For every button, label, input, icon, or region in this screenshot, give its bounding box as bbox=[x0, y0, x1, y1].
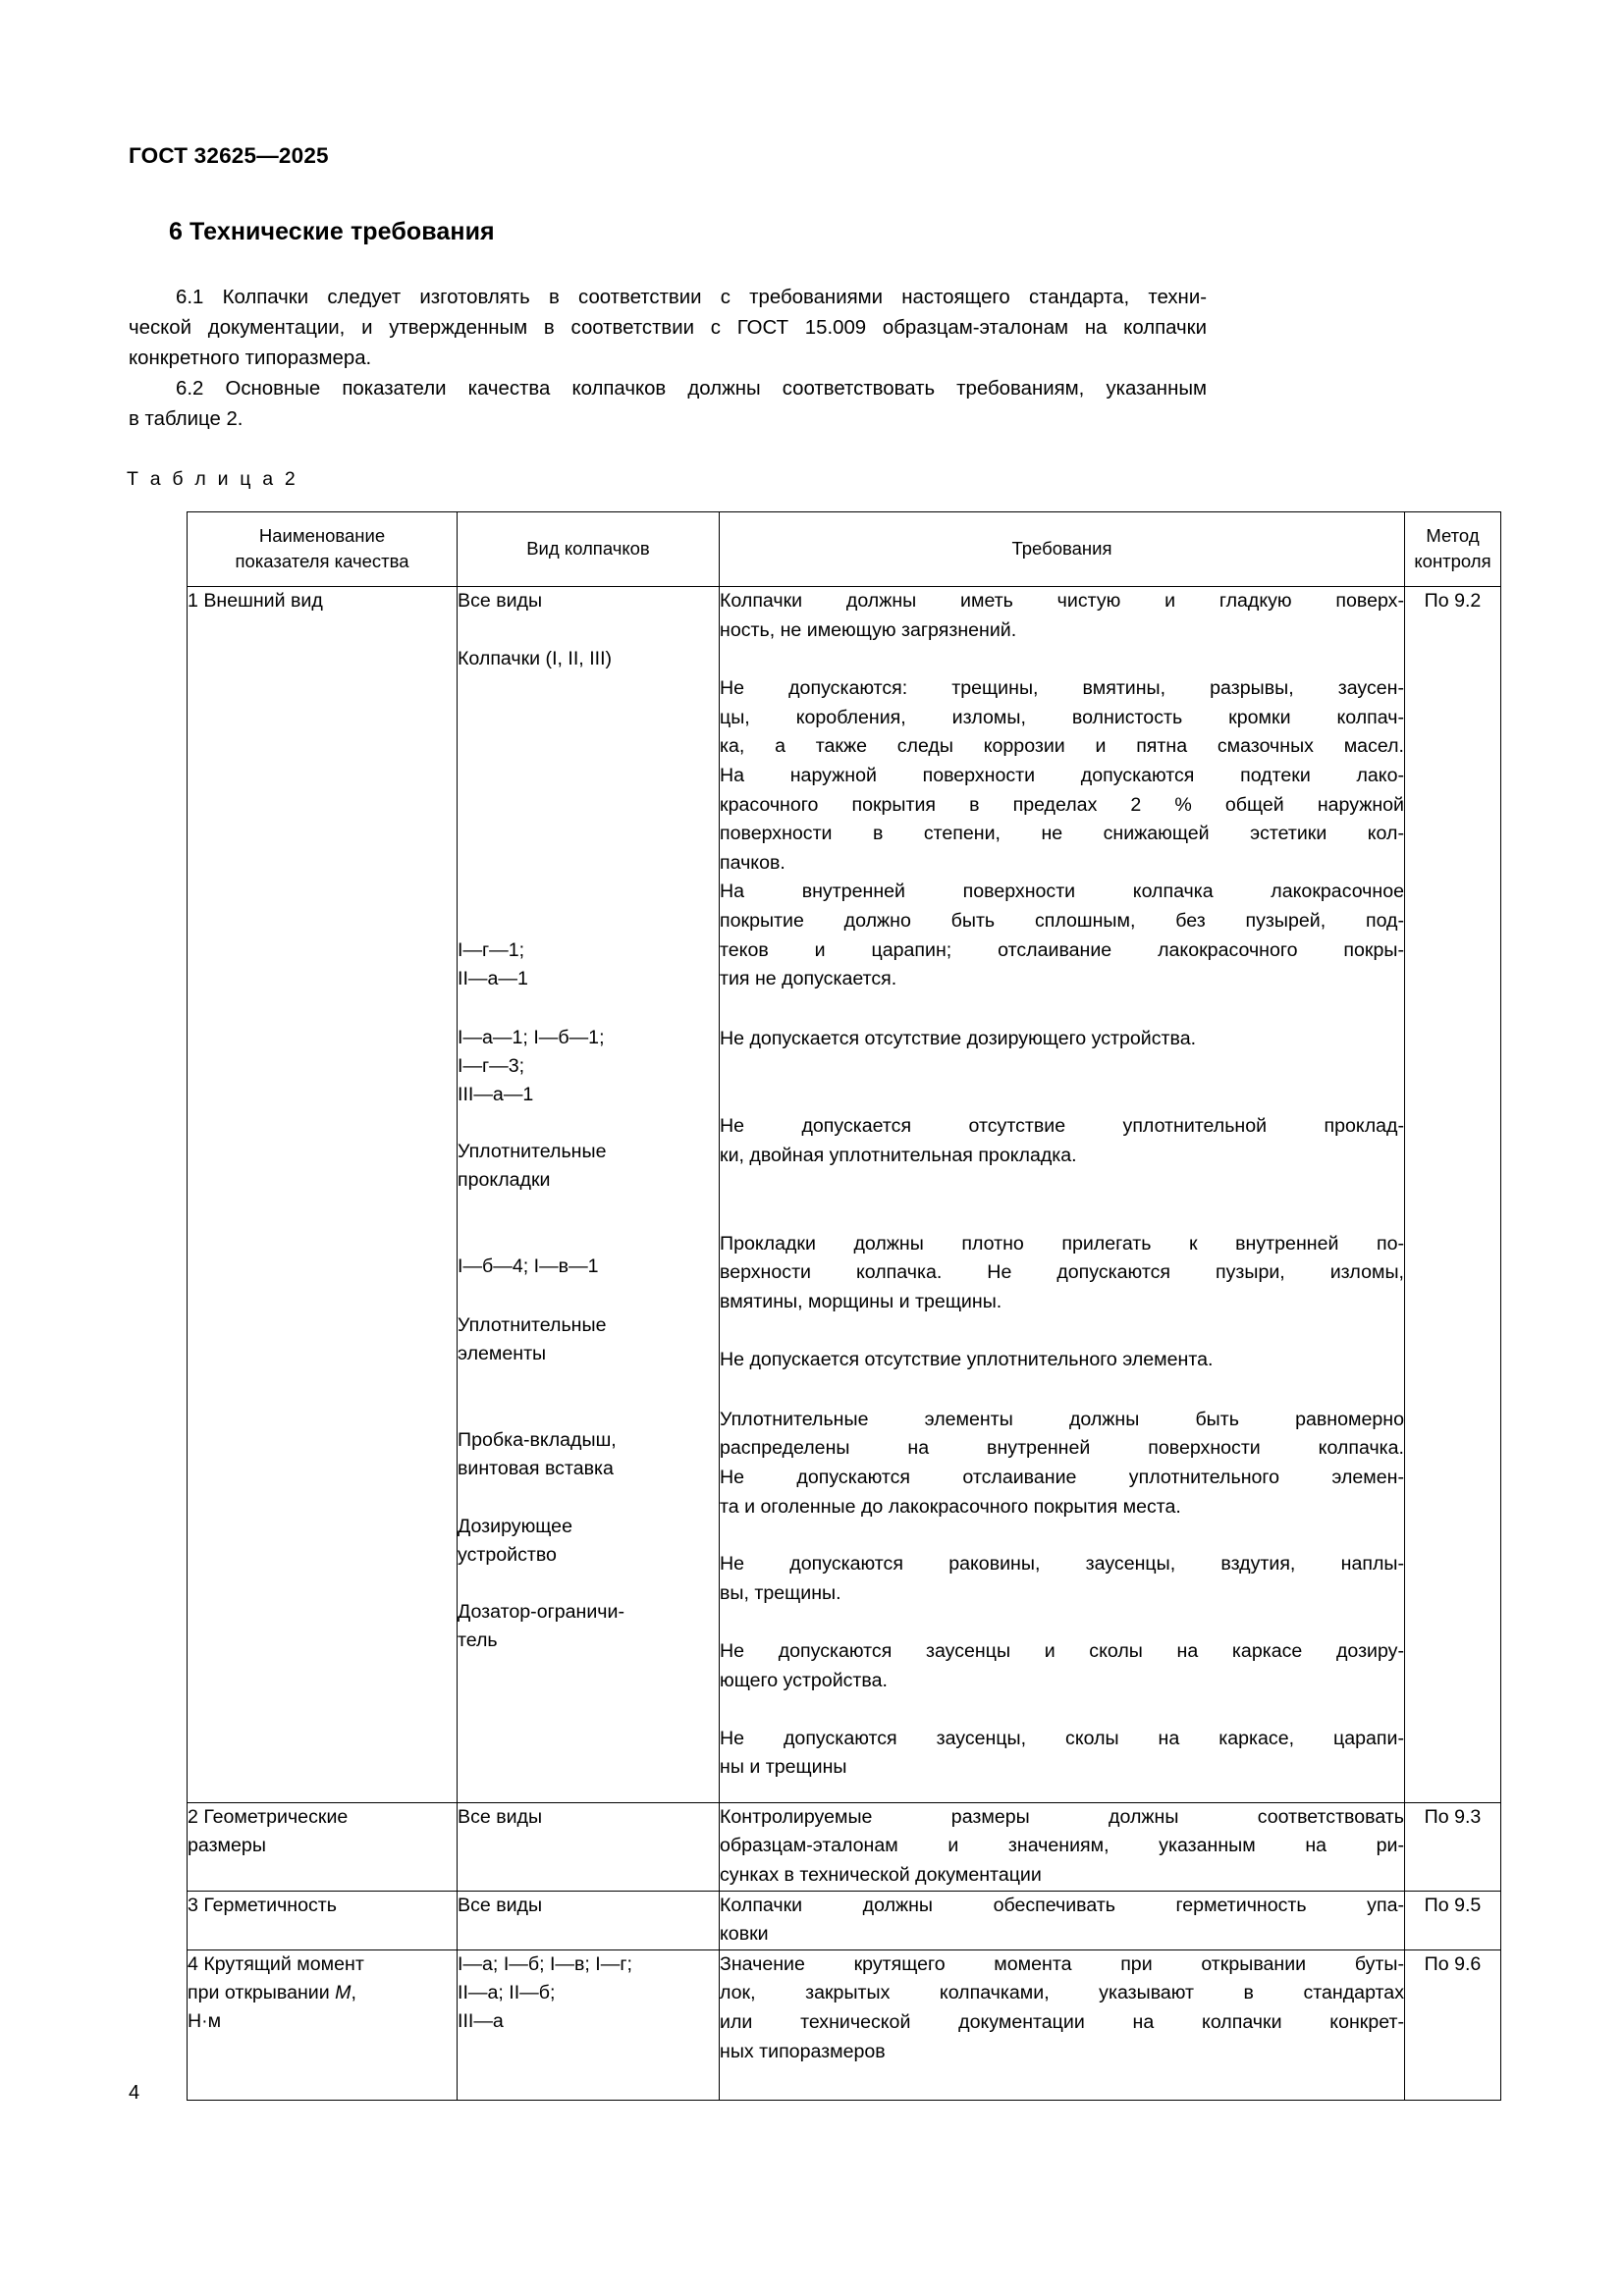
requirement-line: ющего устройства. bbox=[720, 1670, 888, 1692]
indicator-label bbox=[188, 1950, 457, 2036]
page-number: 4 bbox=[129, 2082, 140, 2104]
requirement-line: Не допускаются заусенцы и сколы на каркасе дозиру- bbox=[720, 1640, 1404, 1663]
kind-line: Уплотнительные bbox=[458, 1314, 607, 1336]
kind-line: I—г—1; bbox=[458, 939, 525, 961]
requirement-block bbox=[720, 1346, 1404, 1375]
cell-requirements bbox=[720, 1802, 1405, 1891]
requirement-line: Не допускается отсутствие уплотнительной проклад- bbox=[720, 1115, 1404, 1138]
indicator-line: 2 Геометрические bbox=[188, 1805, 349, 1828]
requirement-line: покрытие должно быть сплошным, без пузырей, под- bbox=[720, 909, 1404, 932]
kind-line: II—а—1 bbox=[458, 968, 528, 989]
table-body bbox=[188, 587, 1501, 2101]
requirement-block bbox=[720, 1406, 1404, 1522]
column-header-cap-kind: Вид колпачков bbox=[458, 512, 720, 587]
kind-item bbox=[458, 936, 719, 993]
requirement-line: Колпачки должны обеспечивать герметичность упа- bbox=[720, 1894, 1404, 1916]
column-header-indicator bbox=[188, 512, 458, 587]
kind-item bbox=[458, 1311, 719, 1368]
requirement-block bbox=[720, 1230, 1404, 1317]
kind-line: устройство bbox=[458, 1544, 557, 1566]
paragraph-6-1-line-2: ческой документации, и утвержденным в соответствии с ГОСТ 15.009 образцам-эталонам на колпачки bbox=[129, 317, 1207, 339]
indicator-line: 4 Крутящий момент bbox=[188, 1952, 364, 1975]
column-header-indicator-line-2: показателя качества bbox=[235, 551, 409, 571]
quality-indicators-table bbox=[187, 511, 1501, 2101]
method-label: По 9.3 bbox=[1424, 1805, 1482, 1828]
requirement-block bbox=[720, 1112, 1404, 1170]
requirement-line: Не допускаются: трещины, вмятины, разрывы, заусен- bbox=[720, 677, 1404, 700]
requirement-block bbox=[720, 587, 1404, 645]
cell-indicator bbox=[188, 1891, 458, 1949]
requirement-line: ковки bbox=[720, 1923, 769, 1946]
table-header-row bbox=[188, 512, 1501, 587]
kind-line: винтовая вставка bbox=[458, 1458, 614, 1479]
requirement-block bbox=[720, 1892, 1404, 1949]
table-row bbox=[188, 1802, 1501, 1891]
moment-symbol: M bbox=[335, 1981, 352, 2003]
requirement-line: Значение крутящего момента при открывании буты- bbox=[720, 1952, 1404, 1975]
kind-line: Уплотнительные bbox=[458, 1141, 607, 1162]
method-label: По 9.6 bbox=[1424, 1952, 1482, 1975]
cell-cap-kind bbox=[458, 1891, 720, 1949]
cell-cap-kind bbox=[458, 1802, 720, 1891]
kind-line: прокладки bbox=[458, 1169, 551, 1191]
requirement-line: распределены на внутренней поверхности колпачка. bbox=[720, 1437, 1404, 1460]
section-heading: 6 Технические требования bbox=[169, 218, 495, 245]
column-header-method bbox=[1405, 512, 1501, 587]
table-row bbox=[188, 1949, 1501, 2100]
indicator-line: размеры bbox=[188, 1834, 266, 1856]
table-row bbox=[188, 587, 1501, 1803]
column-header-method-line-2: контроля bbox=[1414, 551, 1491, 571]
indicator-line: при открывании M, bbox=[188, 1981, 356, 2003]
requirement-block bbox=[720, 674, 1404, 994]
cell-indicator bbox=[188, 1802, 458, 1891]
requirement-line: та и оголенные до лакокрасочного покрытия места. bbox=[720, 1495, 1181, 1518]
requirement-block bbox=[720, 1025, 1404, 1054]
kind-item bbox=[458, 1138, 719, 1195]
requirement-line: сунках в технической документации bbox=[720, 1864, 1042, 1886]
requirement-line: вмятины, морщины и трещины. bbox=[720, 1290, 1002, 1312]
paragraph-6-2 bbox=[129, 374, 1207, 435]
requirement-line: Контролируемые размеры должны соответствовать bbox=[720, 1805, 1404, 1828]
cell-requirements bbox=[720, 1949, 1405, 2100]
paragraph-6-1-line-3: конкретного типоразмера. bbox=[129, 347, 372, 369]
cell-requirements bbox=[720, 587, 1405, 1803]
requirement-line: Не допускается отсутствие дозирующего устройства. bbox=[720, 1027, 1197, 1049]
cell-method bbox=[1405, 1891, 1501, 1949]
kind-line: Пробка-вкладыш, bbox=[458, 1429, 617, 1451]
kind-line: Дозатор-ограничи- bbox=[458, 1601, 624, 1623]
requirement-line: ки, двойная уплотнительная прокладка. bbox=[720, 1144, 1077, 1166]
requirement-line: Не допускаются отслаивание уплотнительного элемен- bbox=[720, 1467, 1404, 1489]
column-header-requirements: Требования bbox=[720, 512, 1405, 587]
kind-line: II—а; II—б; bbox=[458, 1981, 556, 2003]
requirement-block bbox=[720, 1550, 1404, 1608]
kind-line: тель bbox=[458, 1629, 498, 1651]
requirement-line: Уплотнительные элементы должны быть равномерно bbox=[720, 1408, 1404, 1430]
column-header-indicator-line-1: Наименование bbox=[258, 525, 386, 546]
kind-item bbox=[458, 1024, 719, 1109]
cell-requirements bbox=[720, 1891, 1405, 1949]
cell-method bbox=[1405, 587, 1501, 1803]
kind-line: I—а; I—б; I—в; I—г; bbox=[458, 1952, 632, 1975]
requirement-line: цы, коробления, изломы, волнистость кромки колпач- bbox=[720, 706, 1404, 728]
cell-indicator bbox=[188, 587, 458, 1803]
requirement-line: Не допускаются раковины, заусенцы, вздутия, наплы- bbox=[720, 1553, 1404, 1575]
requirement-line: пачков. bbox=[720, 851, 785, 874]
requirement-line: или технической документации на колпачки конкрет- bbox=[720, 2010, 1404, 2033]
cell-indicator bbox=[188, 1949, 458, 2100]
requirement-line: ка, а также следы коррозии и пятна смазочных масел. bbox=[720, 735, 1404, 758]
requirement-line: ность, не имеющую загрязнений. bbox=[720, 618, 1017, 641]
kind-item: Все виды bbox=[458, 1894, 543, 1916]
cell-cap-kind bbox=[458, 1949, 720, 2100]
requirement-line: На внутренней поверхности колпачка лакокрасочное bbox=[720, 881, 1404, 903]
kind-item bbox=[458, 1513, 719, 1570]
kind-item: I—б—4; I—в—1 bbox=[458, 1255, 599, 1277]
requirement-line: вы, трещины. bbox=[720, 1581, 841, 1604]
requirement-block bbox=[720, 1803, 1404, 1891]
indicator-line-text: при открывании bbox=[188, 1981, 336, 2003]
paragraph-6-2-line-2: в таблице 2. bbox=[129, 408, 244, 430]
kind-line: III—а bbox=[458, 2009, 504, 2032]
requirement-line: красочного покрытия в пределах 2 % общей наружной bbox=[720, 793, 1404, 816]
indicator-label: 1 Внешний вид bbox=[188, 590, 323, 612]
requirement-line: образцам-эталонам и значениям, указанным на ри- bbox=[720, 1835, 1404, 1857]
paragraph-6-1 bbox=[129, 283, 1207, 374]
requirement-line: лок, закрытых колпачками, указывают в стандартах bbox=[720, 1982, 1404, 2004]
cell-method bbox=[1405, 1802, 1501, 1891]
kind-item: Все виды bbox=[458, 590, 543, 612]
kind-item bbox=[458, 1950, 719, 2036]
cell-method bbox=[1405, 1949, 1501, 2100]
indicator-line: Н·м bbox=[188, 2009, 222, 2032]
kind-line: I—а—1; I—б—1; bbox=[458, 1027, 605, 1048]
requirement-line: Не допускается отсутствие уплотнительного элемента. bbox=[720, 1349, 1214, 1371]
requirement-block bbox=[720, 1725, 1404, 1783]
standard-designation: ГОСТ 32625—2025 bbox=[129, 143, 329, 168]
requirement-line: Прокладки должны плотно прилегать к внутренней по- bbox=[720, 1232, 1404, 1255]
indicator-label bbox=[188, 1803, 457, 1860]
requirement-line: На наружной поверхности допускаются подтеки лако- bbox=[720, 764, 1404, 786]
kind-item bbox=[458, 1598, 719, 1655]
method-label: По 9.5 bbox=[1424, 1894, 1482, 1916]
requirement-line: поверхности в степени, не снижающей эстетики кол- bbox=[720, 823, 1404, 845]
requirement-block bbox=[720, 1950, 1404, 2066]
paragraph-6-2-line-1: 6.2 Основные показатели качества колпачков должны соответствовать требованиям, указанным bbox=[176, 378, 1207, 400]
requirement-line: ны и трещины bbox=[720, 1756, 847, 1779]
paragraph-6-1-line-1: 6.1 Колпачки следует изготовлять в соответствии с требованиями настоящего стандарта, техни- bbox=[176, 287, 1207, 308]
kind-line: III—а—1 bbox=[458, 1084, 534, 1105]
kind-line: элементы bbox=[458, 1343, 547, 1364]
requirement-block bbox=[720, 1637, 1404, 1695]
table-row bbox=[188, 1891, 1501, 1949]
requirement-line: Колпачки должны иметь чистую и гладкую поверх- bbox=[720, 590, 1404, 612]
requirement-line: ных типоразмеров bbox=[720, 2040, 886, 2062]
requirement-line: теков и царапин; отслаивание лакокрасочного покры- bbox=[720, 938, 1404, 961]
method-label: По 9.2 bbox=[1424, 590, 1482, 612]
kind-item bbox=[458, 1426, 719, 1483]
table-caption: Т а б л и ц а 2 bbox=[127, 468, 298, 490]
requirement-line: Не допускаются заусенцы, сколы на каркасе, царапи- bbox=[720, 1727, 1404, 1749]
requirement-line: тия не допускается. bbox=[720, 968, 897, 990]
kind-line: Дозирующее bbox=[458, 1516, 572, 1537]
kind-item: Колпачки (I, II, III) bbox=[458, 648, 613, 669]
kind-line: I—г—3; bbox=[458, 1055, 525, 1077]
indicator-label: 3 Герметичность bbox=[188, 1894, 337, 1916]
kind-item: Все виды bbox=[458, 1805, 543, 1828]
cell-cap-kind bbox=[458, 587, 720, 1803]
requirement-line: верхности колпачка. Не допускаются пузыри, изломы, bbox=[720, 1261, 1404, 1284]
column-header-method-line-1: Метод bbox=[1426, 525, 1480, 546]
